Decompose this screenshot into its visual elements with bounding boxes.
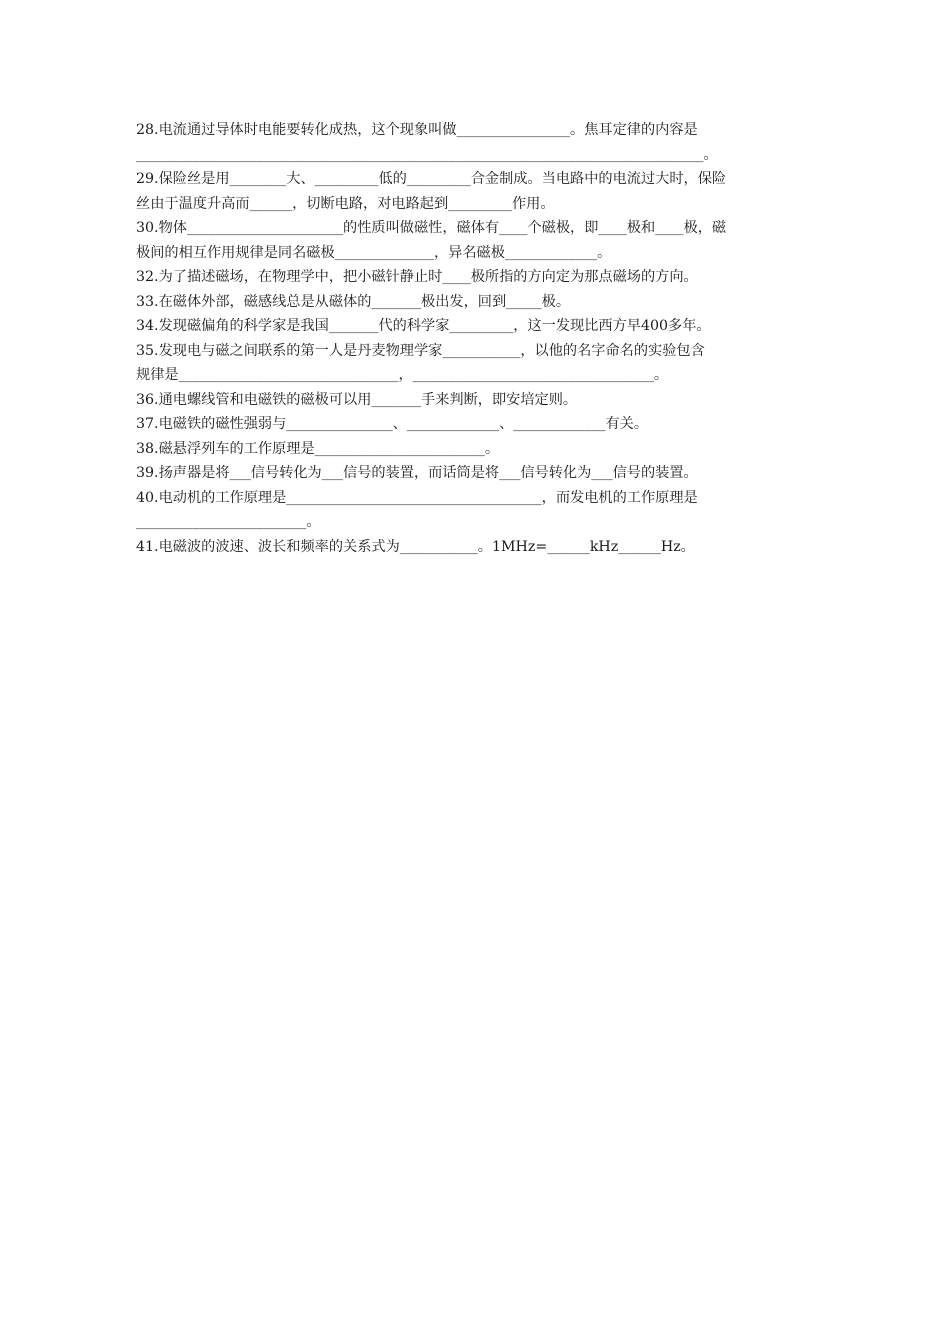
q29-line2: 丝由于温度升高而______，切断电路，对电路起到_________作用。: [136, 195, 555, 212]
q41-line: 41.电磁波的波速、波长和频率的关系式为___________。1MHz=______kHz______Hz。: [136, 538, 695, 555]
document-body: [136, 118, 816, 559]
q32-line: 32.为了描述磁场，在物理学中，把小磁针静止时____极所指的方向定为那点磁场的方向。: [136, 269, 698, 285]
q40-line1: 40.电动机的工作原理是____________________________________，而发电机的工作原理是: [136, 489, 698, 506]
q39-line: 39.扬声器是将___信号转化为___信号的装置，而话筒是将___信号转化为___信号的装置。: [136, 465, 698, 481]
q28-line2: ________________________________________________________________________________。: [136, 146, 718, 163]
q37-line: 37.电磁铁的磁性强弱与_______________、_____________、_____________有关。: [136, 416, 649, 432]
q35-line1: 35.发现电与磁之间联系的第一人是丹麦物理学家___________，以他的名字命名的实验包含: [136, 342, 705, 359]
q34-line: 34.发现磁偏角的科学家是我国_______代的科学家_________，这一发现比西方早400多年。: [136, 318, 711, 334]
q30-line2: 极间的相互作用规律是同名磁极______________，异名磁极_____________。: [136, 244, 612, 261]
q29-line1: 29.保险丝是用________大、_________低的_________合金制成。当电路中的电流过大时，保险: [136, 171, 727, 187]
q28-line1: 28.电流通过导体时电能要转化成热，这个现象叫做________________。焦耳定律的内容是: [136, 122, 698, 138]
q40-line2: ________________________。: [136, 514, 321, 530]
q38-line: 38.磁悬浮列车的工作原理是________________________。: [136, 440, 500, 457]
q33-line: 33.在磁体外部，磁感线总是从磁体的_______极出发，回到_____极。: [136, 293, 571, 310]
q36-line: 36.通电螺线管和电磁铁的磁极可以用_______手来判断，即安培定则。: [136, 391, 578, 408]
q30-line1: 30.物体______________________的性质叫做磁性，磁体有____个磁极，即____极和____极，磁: [136, 220, 727, 236]
q35-line2: 规律是_______________________________，__________________________________。: [136, 367, 669, 383]
